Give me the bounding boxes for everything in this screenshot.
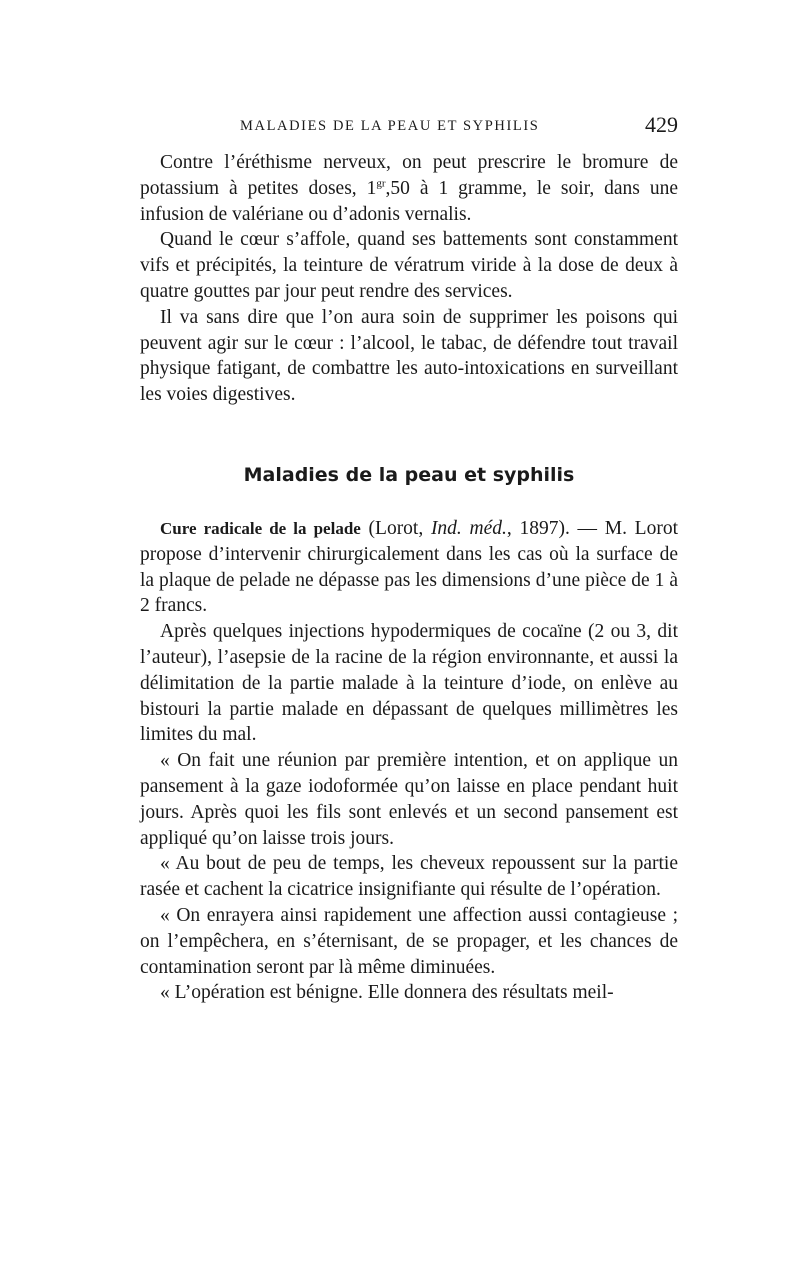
quote-paragraph xyxy=(140,903,678,980)
quote-text: On fait une réunion par première intention, et on applique un pansement à la gaze iodoformée qu’on laisse en place pendant huit jours. Après quoi les fils sont enlevés et un second pansement est appliqué qu’on laisse trois jours. xyxy=(140,750,678,849)
quote-paragraph xyxy=(140,980,678,1006)
paragraph-bromure-text-a: Contre l’éréthisme nerveux, on peut prescrire le bromure de potassium à petites doses, 1 xyxy=(140,152,678,199)
quote-mark: « xyxy=(160,982,170,1004)
text-block-top xyxy=(140,150,678,408)
quote-paragraph xyxy=(140,851,678,903)
gram-superscript: gr xyxy=(376,177,386,190)
section-heading: Maladies de la peau et syphilis xyxy=(243,464,575,486)
quote-mark: « xyxy=(160,853,170,875)
quote-text: Au bout de peu de temps, les cheveux repoussent sur la partie rasée et cachent la cicatrice insignifiante qui résulte de l’opération. xyxy=(140,853,678,901)
running-head xyxy=(140,112,680,142)
citation-open: (Lorot, xyxy=(360,518,431,539)
citation-journal: Ind. méd. xyxy=(430,518,507,539)
article-intro xyxy=(140,516,678,619)
paragraph-poisons: Il va sans dire que l’on aura soin de supprimer les poisons qui peuvent agir sur le cœur : l’alcool, le tabac, de défendre tout travail physique fatigant, de combattre les auto-intoxications en surveillant les voies digestives. xyxy=(140,306,678,406)
quote-paragraph xyxy=(140,748,678,851)
text-block-article xyxy=(140,516,678,1006)
running-head-title: MALADIES DE LA PEAU ET SYPHILIS xyxy=(240,118,540,134)
paragraph-bromure xyxy=(140,150,678,227)
page-number: 429 xyxy=(645,112,678,137)
paragraph-bromure-text-b: ,50 à 1 gramme, le soir, dans une infusion de valériane ou d’adonis vernalis. xyxy=(140,177,678,225)
quote-mark: « xyxy=(160,904,170,926)
article-title: Cure radicale de la pelade xyxy=(160,519,361,538)
citation-rest: , 1897). — M. Lorot propose d’intervenir chirurgicalement dans les cas où la surface de la plaque de pelade ne dépasse pas les dimensions d’une pièce de 1 à 2 francs. xyxy=(140,518,679,617)
quote-text: L’opération est bénigne. Elle donnera des résultats meil- xyxy=(174,982,614,1004)
quote-mark: « xyxy=(160,750,170,772)
quote-text: On enrayera ainsi rapidement une affection aussi contagieuse ; on l’empêchera, en s’éternisant, de se propager, et les chances de contamination seront par là même diminuées. xyxy=(140,904,678,978)
article-paragraph-2: Après quelques injections hypodermiques de cocaïne (2 ou 3, dit l’auteur), l’asepsie de la racine de la région environnante, et aussi la délimitation de la partie malade à la teinture d’iode, on enlève au bistouri la partie malade en dépassant de quelques millimètres les limites du mal. xyxy=(140,621,678,746)
paragraph-coeur: Quand le cœur s’affole, quand ses battements sont constamment vifs et précipités, la teinture de vératrum viride à la dose de deux à quatre gouttes par jour peut rendre des services. xyxy=(140,229,678,302)
